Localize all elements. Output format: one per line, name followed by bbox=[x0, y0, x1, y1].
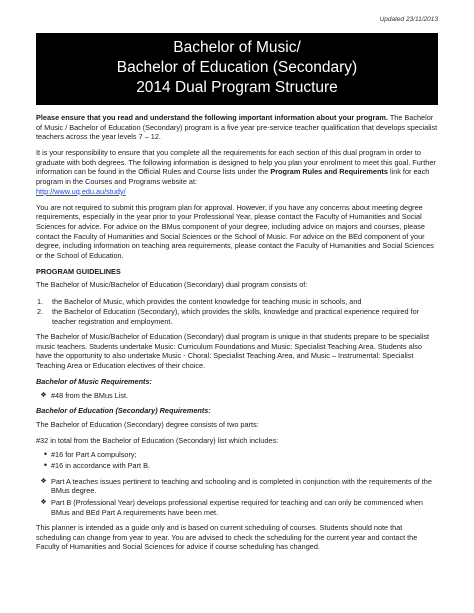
diamond-bullet-icon: ❖ bbox=[40, 391, 47, 399]
bed-total-text: #32 in total from the Bachelor of Education (Secondary) list which includes: bbox=[36, 436, 279, 446]
list-item-text: #16 in accordance with Part B. bbox=[51, 461, 150, 471]
bed-consists-text: The Bachelor of Education (Secondary) degree consists of two parts: bbox=[36, 419, 259, 429]
diamond-bullet-icon: ❖ bbox=[40, 499, 47, 506]
list-item-text: Part B (Professional Year) develops professional expertise required for teaching and can only be commenced when BMus and BEd Part A requirements have been met. bbox=[51, 498, 423, 517]
important-notice: Please ensure that you read and understand the following important information about your program. bbox=[36, 113, 388, 122]
list-item bbox=[36, 498, 438, 517]
list-number: 1. bbox=[37, 296, 44, 306]
title-line-3: 2014 Dual Program Structure bbox=[136, 79, 338, 96]
intro-paragraph bbox=[36, 113, 438, 142]
bmus-requirements-heading: Bachelor of Music Requirements: bbox=[36, 377, 152, 387]
diamond-bullet-icon: ❖ bbox=[40, 477, 47, 485]
title-line-2: Bachelor of Education (Secondary) bbox=[116, 59, 358, 76]
unique-program-paragraph: The Bachelor of Music/Bachelor of Education (Secondary) dual program is unique in that students prepare to be specialist music teachers. Students undertake Music: Curriculum Foundations and Music: Specialist Teaching Area. Students also have the opportunity to also undertake Music - Choral: Specialist Teaching Area, and Music – Instrumental: Specialist Teaching Area or Education electives of their choice. bbox=[36, 332, 430, 371]
list-item bbox=[36, 307, 438, 326]
list-number: 2. bbox=[37, 307, 44, 317]
list-item bbox=[36, 450, 438, 460]
dot-bullet-icon: • bbox=[43, 448, 48, 459]
planner-disclaimer: This planner is intended as a guide only and is based on current scheduling of courses. Students should note that scheduling can change from year to year. You are advised to check the scheduling for the current year and contact the Faculty of Humanities and Social Sciences for advice if course scheduling has changed. bbox=[36, 523, 418, 552]
responsibility-paragraph bbox=[36, 148, 438, 196]
study-website-link[interactable]: http://www.uq.edu.au/study/ bbox=[36, 186, 126, 196]
guidelines-heading: PROGRAM GUIDELINES bbox=[36, 266, 121, 276]
responsibility-after: link for each program in the Courses and Programs website at: bbox=[36, 167, 430, 187]
guidelines-intro: The Bachelor of Music/Bachelor of Education (Secondary) dual program consists of: bbox=[36, 280, 308, 290]
list-item-text: the Bachelor of Music, which provides the content knowledge for teaching music in schools, and bbox=[52, 296, 362, 306]
responsibility-text: It is your responsibility to ensure that you complete all the requirements for each section of this dual program in order to graduate with both degrees. The following information is designed to help you plan your enrolment to meet this goal. Further information can be found in the Official Rules and Course lists under the bbox=[36, 148, 436, 177]
program-rules-label: Program Rules and Requirements bbox=[270, 167, 388, 177]
updated-date: Updated 23/11/2013 bbox=[379, 16, 438, 23]
list-item-text: #48 from the BMus List. bbox=[51, 390, 129, 400]
bed-part-descriptions-list bbox=[36, 477, 438, 517]
list-item-text: Part A teaches issues pertinent to teaching and schooling and is completed in conjunction with the requirements of the BMus degree. bbox=[51, 476, 432, 496]
approval-paragraph: You are not required to submit this program plan for approval. However, if you have any concerns about meeting degree requirements, especially in the year prior to your Professional Year, please contact the Faculty of Humanities and Social Sciences for advice. For advice on the BMus component of your degree, including advice on majors and courses, please contact the Faculty of Humanities and Social Sciences or the School of Music. For advice on the BEd component of your degree, including information on teaching area requirements, please contact the Faculty of Humanities and Social Sciences or the School of Education. bbox=[36, 202, 434, 260]
list-item bbox=[36, 477, 438, 496]
bed-parts-list bbox=[36, 450, 438, 471]
title-banner bbox=[36, 33, 438, 105]
list-item-text: #16 for Part A compulsory; bbox=[51, 449, 137, 459]
degree-components-list bbox=[36, 297, 438, 327]
bed-requirements-heading: Bachelor of Education (Secondary) Requirements: bbox=[36, 406, 211, 416]
program-description: The Bachelor of Music / Bachelor of Education (Secondary) program is a five year pre-service teacher qualification that develops specialist teachers across the year levels 7 – 12. bbox=[36, 113, 438, 142]
list-item bbox=[36, 297, 438, 307]
bmus-requirements-list bbox=[36, 391, 438, 401]
document-body bbox=[36, 113, 438, 558]
list-item bbox=[36, 461, 438, 471]
list-item-text: the Bachelor of Education (Secondary), which provides the skills, knowledge and practical experience required for teacher registration and employment. bbox=[52, 307, 420, 326]
dot-bullet-icon: • bbox=[43, 460, 48, 471]
list-item bbox=[36, 391, 438, 401]
title-line-1: Bachelor of Music/ bbox=[173, 39, 301, 56]
